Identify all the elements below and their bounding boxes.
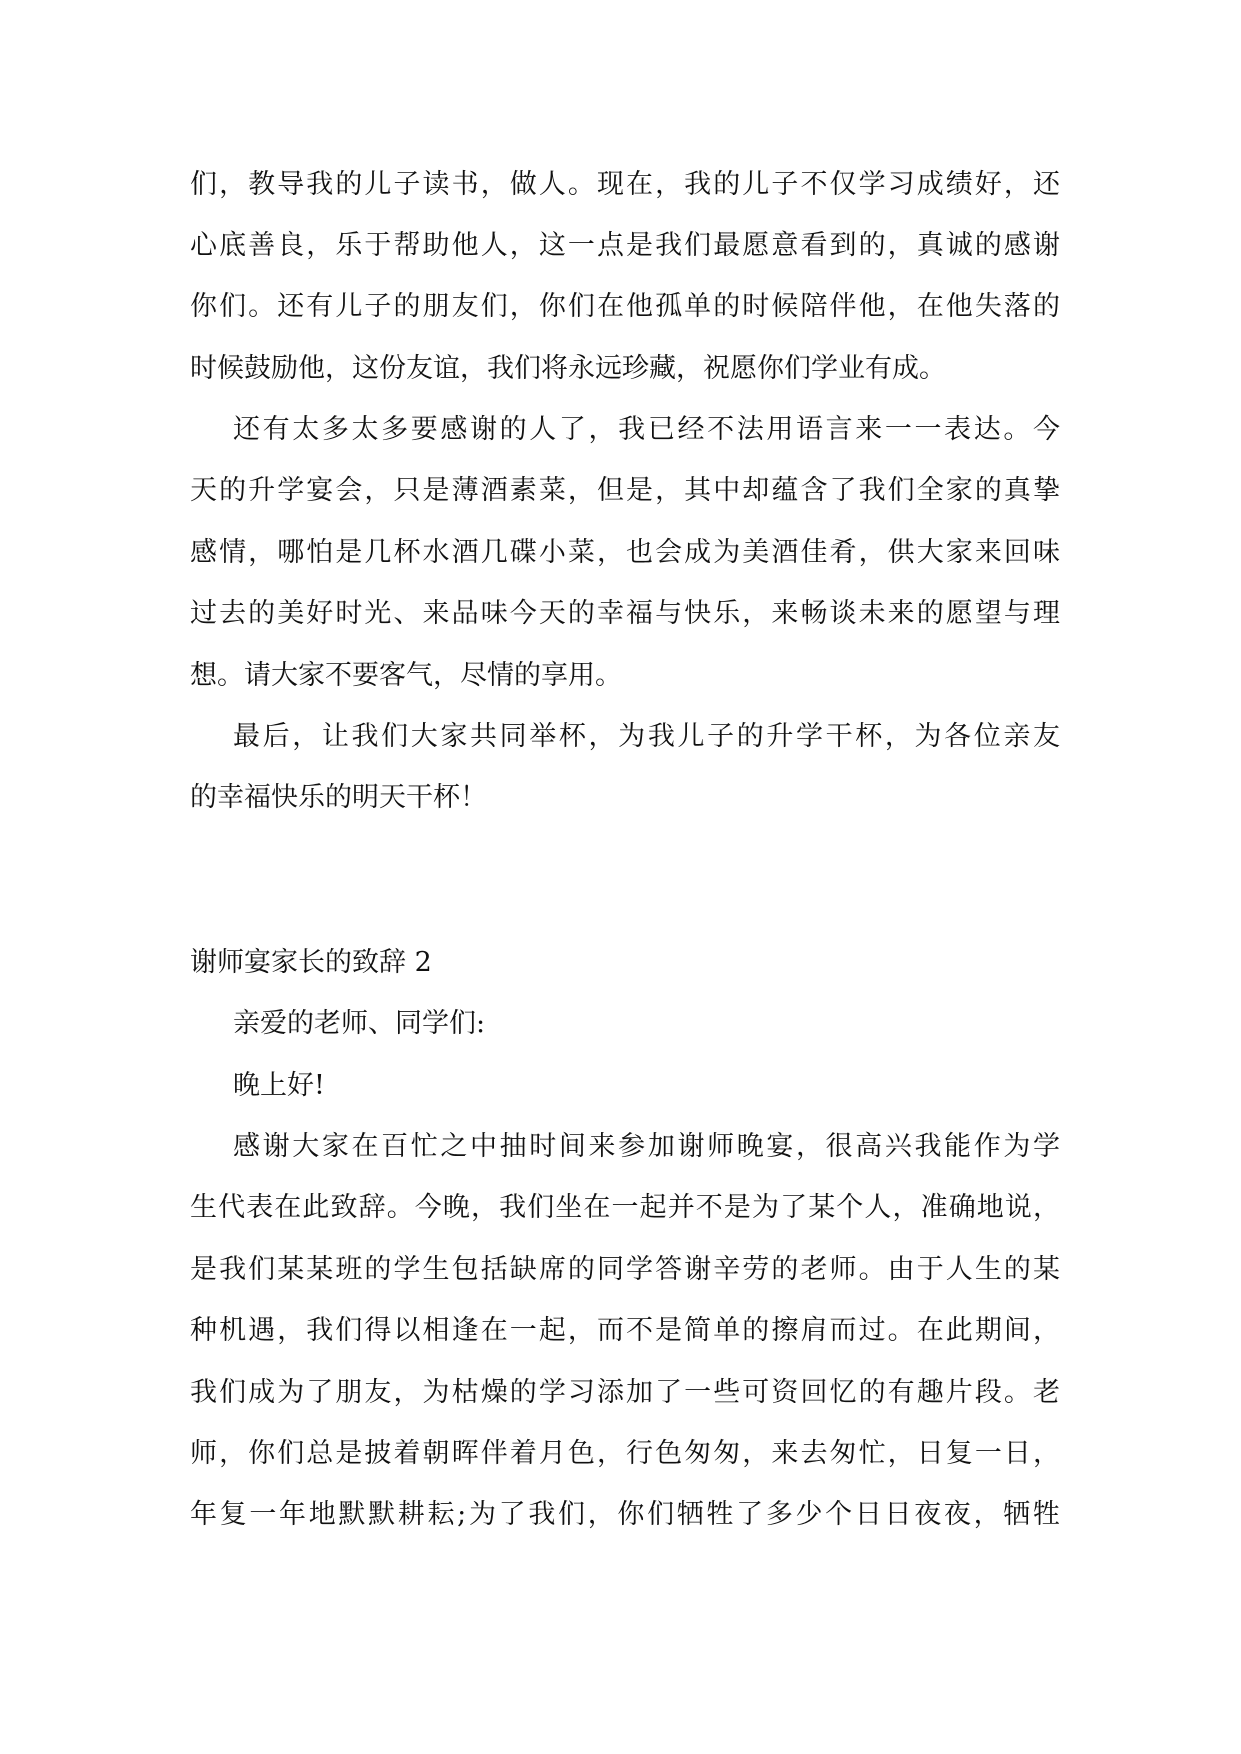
- paragraph-line: 感谢大家在百忙之中抽时间来参加谢师晚宴，很高兴我能作为学: [233, 1131, 1060, 1162]
- paragraph-line: 师，你们总是披着朝晖伴着月色，行色匆匆，来去匆忙，日复一日，: [190, 1438, 1060, 1469]
- paragraph-line: 天的升学宴会，只是薄酒素菜，但是，其中却蕴含了我们全家的真挚: [190, 475, 1060, 506]
- section-heading: 谢师宴家长的致辞 2: [190, 947, 432, 978]
- paragraph-line: 生代表在此致辞。今晚，我们坐在一起并不是为了某个人，准确地说，: [190, 1192, 1060, 1223]
- paragraph-line: 时候鼓励他，这份友谊，我们将永远珍藏，祝愿你们学业有成。: [190, 353, 946, 384]
- paragraph-line: 最后，让我们大家共同举杯，为我儿子的升学干杯，为各位亲友: [233, 721, 1060, 752]
- paragraph-line: 还有太多太多要感谢的人了，我已经不法用语言来一一表达。今: [233, 414, 1060, 445]
- paragraph-line: 们，教导我的儿子读书，做人。现在，我的儿子不仅学习成绩好，还: [190, 169, 1060, 200]
- paragraph-line: 我们成为了朋友，为枯燥的学习添加了一些可资回忆的有趣片段。老: [190, 1377, 1060, 1408]
- paragraph-line: 是我们某某班的学生包括缺席的同学答谢辛劳的老师。由于人生的某: [190, 1254, 1060, 1285]
- paragraph-line: 你们。还有儿子的朋友们，你们在他孤单的时候陪伴他，在他失落的: [190, 291, 1060, 322]
- paragraph-line: 心底善良，乐于帮助他人，这一点是我们最愿意看到的，真诚的感谢: [190, 230, 1060, 261]
- greeting-line: 晚上好!: [233, 1070, 325, 1101]
- paragraph-line: 想。请大家不要客气，尽情的享用。: [190, 660, 622, 691]
- paragraph-line: 种机遇，我们得以相逢在一起，而不是简单的擦肩而过。在此期间，: [190, 1315, 1060, 1346]
- paragraph-line: 年复一年地默默耕耘;为了我们，你们牺牲了多少个日日夜夜，牺牲: [190, 1499, 1060, 1530]
- paragraph-line: 的幸福快乐的明天干杯！: [190, 782, 487, 813]
- paragraph-line: 过去的美好时光、来品味今天的幸福与快乐，来畅谈未来的愿望与理: [190, 598, 1060, 629]
- salutation-line: 亲爱的老师、同学们:: [233, 1008, 486, 1039]
- paragraph-line: 感情，哪怕是几杯水酒几碟小菜，也会成为美酒佳肴，供大家来回味: [190, 537, 1060, 568]
